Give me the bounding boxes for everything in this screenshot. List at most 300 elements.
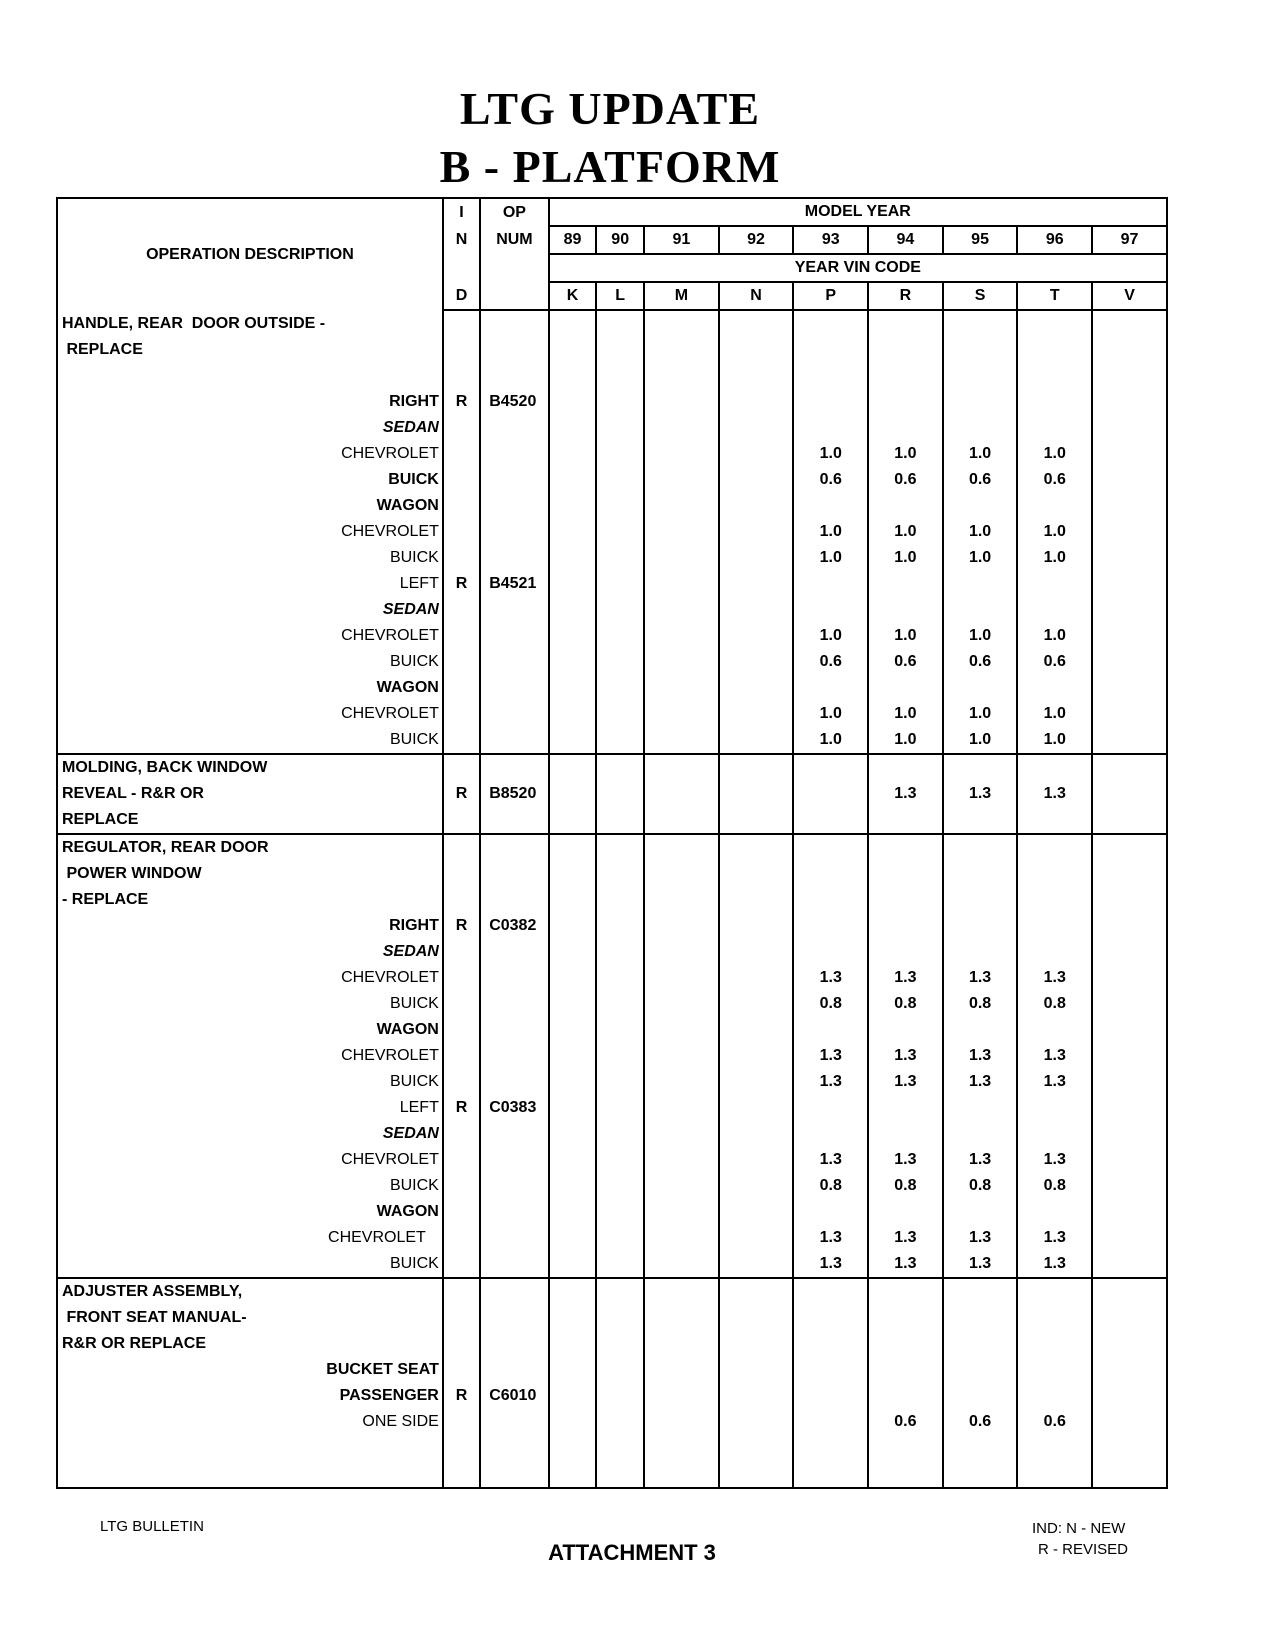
ind-cell xyxy=(443,887,480,913)
labor-time-cell xyxy=(596,1095,644,1121)
op-num-cell: C0382 xyxy=(480,913,548,939)
labor-time-cell xyxy=(549,1043,597,1069)
sub-operation-label: ONE SIDE xyxy=(57,1409,443,1435)
labor-time-cell xyxy=(868,1357,943,1383)
labor-time-cell xyxy=(1017,675,1092,701)
labor-time-cell xyxy=(549,467,597,493)
op-num-cell xyxy=(480,754,548,781)
operation-description: HANDLE, REAR DOOR OUTSIDE - xyxy=(57,310,443,337)
labor-time-cell xyxy=(1092,1383,1167,1409)
labor-time-cell xyxy=(1092,1305,1167,1331)
op-num-cell: B8520 xyxy=(480,781,548,807)
labor-time-table xyxy=(56,197,1168,1489)
vin-code-header-cell: T xyxy=(1017,282,1092,310)
labor-time-cell xyxy=(549,597,597,623)
ind-cell xyxy=(443,965,480,991)
table-row xyxy=(57,363,1167,389)
ind-cell xyxy=(443,1173,480,1199)
labor-time-cell xyxy=(596,1383,644,1409)
labor-time-cell xyxy=(596,939,644,965)
labor-time-cell xyxy=(596,467,644,493)
labor-time-cell xyxy=(644,467,719,493)
op-num-cell xyxy=(480,649,548,675)
labor-time-cell xyxy=(549,1409,597,1435)
labor-time-cell xyxy=(549,1357,597,1383)
op-num-cell xyxy=(480,834,548,861)
ind-cell xyxy=(443,1225,480,1251)
labor-time-cell xyxy=(549,649,597,675)
labor-time-cell xyxy=(943,834,1018,861)
labor-time-cell: 0.8 xyxy=(943,1173,1018,1199)
labor-time-cell xyxy=(719,1017,794,1043)
labor-time-cell xyxy=(868,1331,943,1357)
labor-time-cell xyxy=(1017,389,1092,415)
ind-cell xyxy=(443,310,480,337)
labor-time-cell xyxy=(1092,623,1167,649)
table-row xyxy=(57,754,1167,781)
labor-time-cell: 1.0 xyxy=(793,519,868,545)
labor-time-cell xyxy=(1017,807,1092,834)
labor-time-cell: 0.6 xyxy=(868,467,943,493)
operation-description: ADJUSTER ASSEMBLY, xyxy=(57,1278,443,1305)
labor-time-cell: 0.8 xyxy=(868,991,943,1017)
op-num-cell xyxy=(480,337,548,363)
labor-time-cell xyxy=(596,1121,644,1147)
labor-time-cell xyxy=(1092,701,1167,727)
labor-time-cell xyxy=(1092,887,1167,913)
labor-time-cell xyxy=(1017,1278,1092,1305)
table-row xyxy=(57,389,1167,415)
labor-time-cell xyxy=(719,337,794,363)
table-row xyxy=(57,834,1167,861)
operation-description xyxy=(57,363,443,389)
labor-time-cell xyxy=(644,1147,719,1173)
table-row xyxy=(57,887,1167,913)
labor-time-cell xyxy=(549,807,597,834)
ind-cell: R xyxy=(443,1383,480,1409)
ind-cell xyxy=(443,1069,480,1095)
vin-code-header-cell: S xyxy=(943,282,1018,310)
labor-time-cell xyxy=(596,571,644,597)
labor-time-cell xyxy=(793,1331,868,1357)
labor-time-cell xyxy=(1092,571,1167,597)
operation-description: REGULATOR, REAR DOOR xyxy=(57,834,443,861)
table-row xyxy=(57,991,1167,1017)
labor-time-cell: 0.8 xyxy=(943,991,1018,1017)
labor-time-cell: 1.0 xyxy=(868,701,943,727)
labor-time-cell xyxy=(549,1251,597,1278)
labor-time-cell: 0.6 xyxy=(793,467,868,493)
ind-cell: R xyxy=(443,781,480,807)
labor-time-cell xyxy=(868,939,943,965)
labor-time-cell xyxy=(943,1435,1018,1461)
labor-time-cell xyxy=(719,467,794,493)
labor-time-cell xyxy=(1092,1017,1167,1043)
labor-time-cell: 0.6 xyxy=(943,467,1018,493)
op-num-header-num: NUM xyxy=(480,226,548,254)
labor-time-cell xyxy=(719,913,794,939)
labor-time-cell xyxy=(719,415,794,441)
table-row xyxy=(57,337,1167,363)
ind-header-blank xyxy=(443,254,480,282)
sub-operation-label: WAGON xyxy=(57,1199,443,1225)
labor-time-cell xyxy=(793,1435,868,1461)
table-row xyxy=(57,441,1167,467)
sub-operation-label: CHEVROLET xyxy=(57,1225,443,1251)
labor-time-cell xyxy=(1017,310,1092,337)
table-row xyxy=(57,965,1167,991)
ind-cell xyxy=(443,1043,480,1069)
table-row xyxy=(57,1173,1167,1199)
labor-time-cell xyxy=(596,913,644,939)
table-row xyxy=(57,1199,1167,1225)
labor-time-cell xyxy=(549,1305,597,1331)
labor-time-cell xyxy=(943,310,1018,337)
labor-time-cell xyxy=(644,781,719,807)
sub-operation-label: BUICK xyxy=(57,545,443,571)
labor-time-cell xyxy=(596,861,644,887)
labor-time-cell xyxy=(793,1278,868,1305)
labor-time-cell xyxy=(549,834,597,861)
labor-time-cell xyxy=(596,519,644,545)
op-num-cell xyxy=(480,1331,548,1357)
labor-time-cell xyxy=(549,545,597,571)
labor-time-cell xyxy=(1092,1435,1167,1461)
year-header-cell: 95 xyxy=(943,226,1018,254)
labor-time-cell xyxy=(868,571,943,597)
table-row xyxy=(57,675,1167,701)
labor-time-cell xyxy=(644,834,719,861)
labor-time-cell xyxy=(549,310,597,337)
labor-time-cell xyxy=(1017,1357,1092,1383)
labor-time-cell xyxy=(719,939,794,965)
ind-cell xyxy=(443,337,480,363)
labor-time-cell xyxy=(1017,913,1092,939)
labor-time-cell xyxy=(793,415,868,441)
labor-time-cell xyxy=(644,1383,719,1409)
labor-time-cell xyxy=(1092,991,1167,1017)
labor-time-cell xyxy=(644,1357,719,1383)
sub-operation-label: RIGHT xyxy=(57,389,443,415)
labor-time-cell xyxy=(1092,1278,1167,1305)
labor-time-cell xyxy=(549,887,597,913)
labor-time-cell xyxy=(868,1121,943,1147)
labor-time-cell xyxy=(1092,363,1167,389)
labor-time-cell xyxy=(793,1305,868,1331)
labor-time-cell xyxy=(596,1017,644,1043)
labor-time-cell xyxy=(943,861,1018,887)
bulletin-label: LTG BULLETIN xyxy=(100,1518,204,1535)
sub-operation-label: PASSENGER xyxy=(57,1383,443,1409)
labor-time-cell xyxy=(596,597,644,623)
labor-time-cell xyxy=(549,363,597,389)
sub-operation-label: CHEVROLET xyxy=(57,965,443,991)
labor-time-cell: 0.8 xyxy=(1017,991,1092,1017)
labor-time-cell xyxy=(549,1121,597,1147)
operation-description xyxy=(57,1435,443,1461)
labor-time-cell xyxy=(943,807,1018,834)
ind-cell xyxy=(443,834,480,861)
labor-time-cell xyxy=(943,1305,1018,1331)
labor-time-cell xyxy=(549,1069,597,1095)
labor-time-cell xyxy=(719,965,794,991)
ind-cell xyxy=(443,441,480,467)
labor-time-cell xyxy=(549,1331,597,1357)
op-num-cell: B4521 xyxy=(480,571,548,597)
ind-header-d: D xyxy=(443,282,480,310)
ind-cell xyxy=(443,545,480,571)
labor-time-cell xyxy=(719,649,794,675)
labor-time-cell: 1.0 xyxy=(943,623,1018,649)
op-num-cell xyxy=(480,807,548,834)
ind-cell xyxy=(443,1199,480,1225)
sub-operation-label: WAGON xyxy=(57,675,443,701)
labor-time-cell xyxy=(596,1409,644,1435)
vin-code-header-cell: P xyxy=(793,282,868,310)
labor-time-cell xyxy=(868,415,943,441)
table-row xyxy=(57,1251,1167,1278)
labor-time-cell xyxy=(943,1383,1018,1409)
labor-time-cell: 0.8 xyxy=(1017,1173,1092,1199)
labor-time-cell xyxy=(549,754,597,781)
labor-time-cell: 0.6 xyxy=(943,1409,1018,1435)
labor-time-cell xyxy=(943,389,1018,415)
labor-time-cell xyxy=(719,441,794,467)
op-num-cell xyxy=(480,991,548,1017)
ind-cell xyxy=(443,727,480,754)
labor-time-cell xyxy=(644,649,719,675)
table-row xyxy=(57,1435,1167,1461)
op-num-cell xyxy=(480,1278,548,1305)
sub-operation-label: CHEVROLET xyxy=(57,519,443,545)
operation-description: MOLDING, BACK WINDOW xyxy=(57,754,443,781)
labor-time-cell xyxy=(868,1199,943,1225)
labor-time-cell: 1.0 xyxy=(943,545,1018,571)
labor-time-cell xyxy=(1092,861,1167,887)
labor-time-cell xyxy=(1017,337,1092,363)
labor-time-cell xyxy=(793,493,868,519)
op-num-cell xyxy=(480,1357,548,1383)
labor-time-cell xyxy=(644,519,719,545)
labor-time-cell xyxy=(549,1199,597,1225)
labor-time-cell xyxy=(644,754,719,781)
labor-time-cell xyxy=(719,1043,794,1069)
sub-operation-label: BUICK xyxy=(57,1251,443,1278)
labor-time-cell xyxy=(1017,571,1092,597)
labor-time-cell xyxy=(644,1199,719,1225)
labor-time-cell xyxy=(549,727,597,754)
labor-time-cell xyxy=(549,1225,597,1251)
op-num-cell xyxy=(480,887,548,913)
labor-time-cell xyxy=(793,389,868,415)
sub-operation-label: RIGHT xyxy=(57,913,443,939)
labor-time-cell xyxy=(596,1331,644,1357)
op-num-header-op: OP xyxy=(480,198,548,226)
labor-time-cell: 1.3 xyxy=(943,1043,1018,1069)
ind-cell xyxy=(443,1121,480,1147)
labor-time-cell xyxy=(1017,1435,1092,1461)
labor-time-cell xyxy=(596,965,644,991)
labor-time-cell xyxy=(549,861,597,887)
labor-time-cell xyxy=(644,493,719,519)
year-vin-code-header: YEAR VIN CODE xyxy=(549,254,1167,282)
labor-time-cell xyxy=(644,861,719,887)
labor-time-cell xyxy=(549,1095,597,1121)
ind-cell xyxy=(443,675,480,701)
table-row xyxy=(57,1305,1167,1331)
labor-time-cell xyxy=(644,1461,719,1488)
page-subtitle: B - PLATFORM xyxy=(439,141,781,192)
labor-time-cell: 1.3 xyxy=(868,1251,943,1278)
labor-time-cell xyxy=(719,807,794,834)
labor-time-cell xyxy=(596,1278,644,1305)
operation-description: FRONT SEAT MANUAL- xyxy=(57,1305,443,1331)
labor-time-cell xyxy=(596,781,644,807)
operation-description xyxy=(57,1461,443,1488)
labor-time-cell xyxy=(596,493,644,519)
table-row xyxy=(57,727,1167,754)
labor-time-cell xyxy=(793,675,868,701)
ind-cell xyxy=(443,467,480,493)
labor-time-cell xyxy=(943,1357,1018,1383)
labor-time-cell xyxy=(644,1331,719,1357)
labor-time-cell xyxy=(793,834,868,861)
labor-time-cell xyxy=(868,493,943,519)
table-row xyxy=(57,807,1167,834)
labor-time-cell xyxy=(943,1278,1018,1305)
table-row xyxy=(57,861,1167,887)
labor-time-cell xyxy=(719,597,794,623)
labor-time-cell: 1.0 xyxy=(793,727,868,754)
op-num-cell: B4520 xyxy=(480,389,548,415)
ind-cell xyxy=(443,1251,480,1278)
labor-time-cell xyxy=(1017,861,1092,887)
labor-time-cell: 1.3 xyxy=(868,781,943,807)
labor-time-cell xyxy=(1092,1147,1167,1173)
labor-time-cell: 1.3 xyxy=(943,781,1018,807)
labor-time-cell xyxy=(644,389,719,415)
ind-cell xyxy=(443,649,480,675)
table-row xyxy=(57,1383,1167,1409)
op-num-cell xyxy=(480,1017,548,1043)
labor-time-cell xyxy=(719,363,794,389)
op-num-cell: C6010 xyxy=(480,1383,548,1409)
labor-time-cell xyxy=(1017,1305,1092,1331)
labor-time-cell xyxy=(1092,754,1167,781)
labor-time-cell: 1.0 xyxy=(868,727,943,754)
labor-time-cell: 1.0 xyxy=(1017,623,1092,649)
labor-time-cell xyxy=(793,781,868,807)
labor-time-cell xyxy=(1017,1199,1092,1225)
labor-time-cell: 1.3 xyxy=(793,1147,868,1173)
labor-time-cell: 1.3 xyxy=(943,1147,1018,1173)
labor-time-cell xyxy=(1092,310,1167,337)
labor-time-cell xyxy=(719,701,794,727)
op-num-cell xyxy=(480,701,548,727)
labor-time-cell: 1.3 xyxy=(868,1225,943,1251)
labor-time-cell xyxy=(1017,834,1092,861)
labor-time-cell xyxy=(793,807,868,834)
labor-time-cell xyxy=(644,701,719,727)
sub-operation-label: BUICK xyxy=(57,1069,443,1095)
labor-time-cell: 0.6 xyxy=(1017,467,1092,493)
labor-time-cell xyxy=(943,939,1018,965)
labor-time-cell xyxy=(719,545,794,571)
labor-time-cell xyxy=(644,965,719,991)
labor-time-cell xyxy=(793,861,868,887)
labor-time-cell: 1.3 xyxy=(793,1069,868,1095)
year-header-cell: 93 xyxy=(793,226,868,254)
labor-time-cell xyxy=(1017,887,1092,913)
labor-time-cell xyxy=(596,441,644,467)
labor-time-cell xyxy=(868,310,943,337)
ind-cell: R xyxy=(443,1095,480,1121)
labor-time-cell xyxy=(596,1225,644,1251)
labor-time-cell xyxy=(549,939,597,965)
labor-time-cell: 1.0 xyxy=(793,545,868,571)
op-num-cell xyxy=(480,1435,548,1461)
table-row xyxy=(57,519,1167,545)
labor-time-cell xyxy=(549,675,597,701)
labor-time-cell xyxy=(596,649,644,675)
labor-time-cell xyxy=(793,363,868,389)
labor-time-cell xyxy=(1092,1069,1167,1095)
labor-time-cell xyxy=(1092,781,1167,807)
year-header-cell: 94 xyxy=(868,226,943,254)
labor-time-cell xyxy=(644,1017,719,1043)
labor-time-cell xyxy=(943,337,1018,363)
labor-time-cell: 1.0 xyxy=(1017,519,1092,545)
labor-time-cell xyxy=(868,363,943,389)
year-header-cell: 92 xyxy=(719,226,794,254)
labor-time-cell: 1.0 xyxy=(943,701,1018,727)
table-row xyxy=(57,310,1167,337)
labor-time-cell: 1.0 xyxy=(868,623,943,649)
labor-time-cell xyxy=(868,1278,943,1305)
ind-cell xyxy=(443,1331,480,1357)
op-num-cell xyxy=(480,1069,548,1095)
ind-cell xyxy=(443,597,480,623)
operation-description: REVEAL - R&R OR xyxy=(57,781,443,807)
ind-legend-revised: R - REVISED xyxy=(1038,1541,1129,1558)
labor-time-cell xyxy=(644,1121,719,1147)
labor-time-cell xyxy=(868,807,943,834)
ind-cell xyxy=(443,1409,480,1435)
op-num-header-blank xyxy=(480,254,548,282)
labor-time-cell: 1.3 xyxy=(793,1251,868,1278)
labor-time-cell xyxy=(719,1409,794,1435)
labor-time-cell xyxy=(1017,754,1092,781)
sub-operation-label: BUICK xyxy=(57,1173,443,1199)
sub-operation-label: LEFT xyxy=(57,1095,443,1121)
labor-time-cell xyxy=(719,1225,794,1251)
labor-time-cell xyxy=(719,1199,794,1225)
labor-time-cell: 1.3 xyxy=(868,1147,943,1173)
page-title: LTG UPDATE xyxy=(459,83,761,134)
labor-time-cell xyxy=(549,991,597,1017)
labor-time-cell xyxy=(719,519,794,545)
labor-time-cell: 1.0 xyxy=(868,441,943,467)
labor-time-cell xyxy=(793,754,868,781)
labor-time-cell xyxy=(719,1461,794,1488)
labor-time-cell xyxy=(1017,1461,1092,1488)
labor-time-cell xyxy=(1017,597,1092,623)
labor-time-cell xyxy=(644,991,719,1017)
labor-time-cell xyxy=(549,441,597,467)
table-row xyxy=(57,1357,1167,1383)
op-num-cell xyxy=(480,415,548,441)
op-num-cell xyxy=(480,310,548,337)
